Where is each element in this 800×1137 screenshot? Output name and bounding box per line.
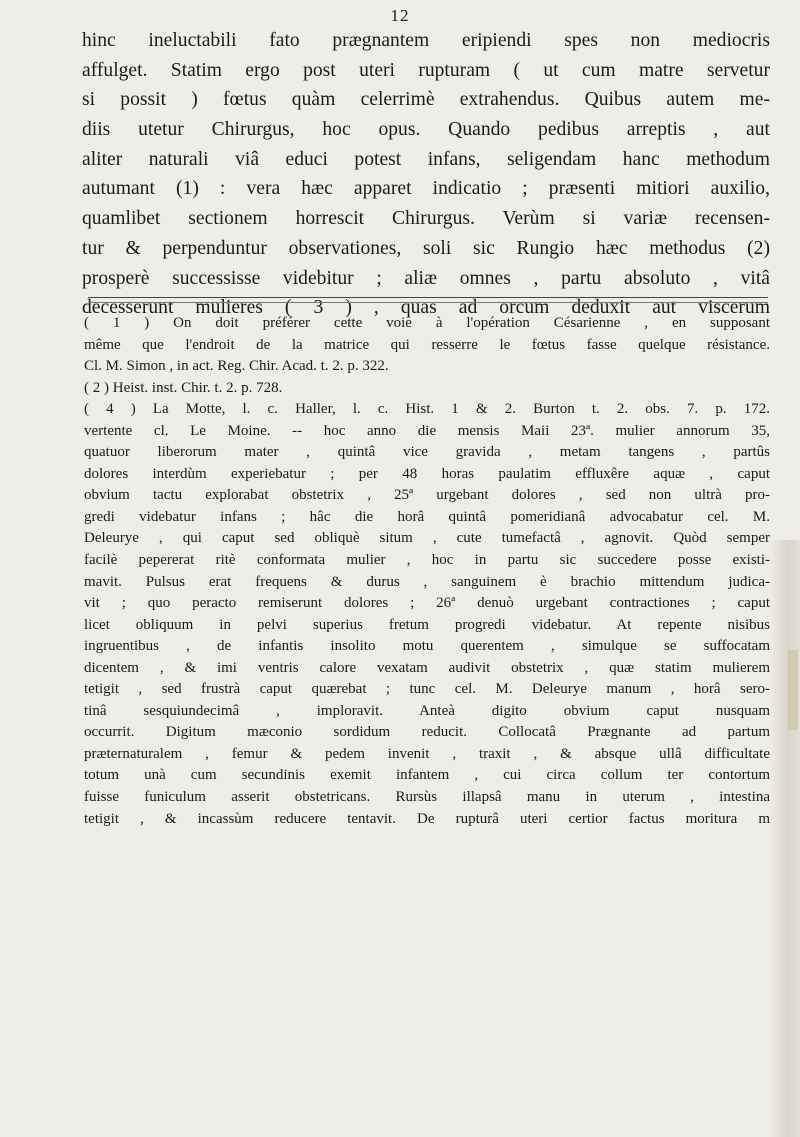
footnote-line: licet obliquum in pelvi superius fretum progredi videbatur. At repente nisibus <box>84 616 770 633</box>
footnote-line: totum unà cum secundinis exemit infantem , cui circa collum ter contortum <box>84 767 770 784</box>
footnote-line: tetigit , & incassùm reducere tentavit. De rupturâ uteri certior factus moritura m <box>84 810 770 827</box>
main-text-line: decesserunt mulieres ( 3 ) , quas ad orcum deduxit aut viscerum <box>82 297 770 319</box>
main-text-line: tur & perpenduntur observationes, soli sic Rungio hæc methodus (2) <box>82 237 770 259</box>
footnote-line: mavit. Pulsus erat frequens & durus , sanguinem è brachio mittendum judica- <box>84 573 770 590</box>
footnote-line: ( 4 ) La Motte, l. c. Haller, l. c. Hist. 1 & 2. Burton t. 2. obs. 7. p. 172. <box>84 401 770 418</box>
footnote-line: facilè pepererat ritè conformata mulier , hoc in partu sic succedere posse existi- <box>84 552 770 569</box>
footnote-line: fuisse funiculum asserit obstetricans. Rursùs illapsâ manu in uterum , intestina <box>84 789 770 806</box>
footnote-line: præternaturalem , femur & pedem invenit , traxit , & absque ullâ difficultate <box>84 745 770 762</box>
footnotes <box>84 313 770 830</box>
footnote-rule <box>88 297 768 298</box>
footnote-line: quatuor liberorum mater , quintâ vice gravida , metam tangens , partûs <box>84 444 770 461</box>
footnote-line: occurrit. Digitum mæconio sordidum reducit. Collocatâ Prægnante ad partum <box>84 724 770 741</box>
footnote-line: ( 2 ) Heist. inst. Chir. t. 2. p. 728. <box>84 379 283 396</box>
footnote-line: Cl. M. Simon , in act. Reg. Chir. Acad. t. 2. p. 322. <box>84 358 389 375</box>
footnote-line: obvium tactu explorabat obstetrix , 25ª urgebant dolores , sed non ultrà pro- <box>84 487 770 504</box>
page-edge-shadow <box>770 540 800 1137</box>
main-text <box>82 26 770 323</box>
footnote-line: vit ; quo peracto remiserunt dolores ; 26ª denuò urgebant contractiones ; caput <box>84 595 770 612</box>
footnote-line: gredi videbatur infans ; hâc die horâ quintâ pomeridianâ advocabatur cel. M. <box>84 508 770 525</box>
footnote-line: ( 1 ) On doit préférer cette voie à l'opération Césarienne , en supposant <box>84 315 770 331</box>
footnote-line: tinâ sesquiundecimâ , imploravit. Anteà digito obvium caput nusquam <box>84 702 770 719</box>
page-number: 12 <box>390 6 410 25</box>
page-edge-stain <box>788 650 798 730</box>
footnote-line: Deleurye , qui caput sed obliquè situm , cute tumefactâ , agnovit. Quòd semper <box>84 530 770 547</box>
main-text-line: hinc ineluctabili fato prægnantem eripiendi spes non mediocris <box>82 30 770 51</box>
footnote-line: ingruentibus , de infantis insolito motu querentem , simulque se suffocatam <box>84 638 770 655</box>
footnote-line: dicentem , & imi ventris calore vexatam audivit obstetrix , quæ statim mulierem <box>84 659 770 676</box>
main-text-line: prosperè successisse videbitur ; aliæ omnes , partu absoluto , vitâ <box>82 267 770 289</box>
footnote-line: tetigit , sed frustrà caput quærebat ; tunc cel. M. Deleurye manum , horâ sero- <box>84 681 770 698</box>
main-text-line: autumant (1) : vera hæc apparet indicatio ; præsenti mitiori auxilio, <box>82 178 770 200</box>
footnote-line: même que l'endroit de la matrice qui resserre le fœtus fasse quelque résistance. <box>84 336 770 353</box>
footnote-line: vertente cl. Le Moine. -- hoc anno die mensis Maii 23ª. mulier annorum 35, <box>84 422 770 439</box>
main-text-line: aliter naturali viâ educi potest infans, seligendam hanc methodum <box>82 148 770 170</box>
main-text-line: diis utetur Chirurgus, hoc opus. Quando pedibus arreptis , aut <box>82 119 770 141</box>
main-text-line: affulget. Statim ergo post uteri rupturam ( ut cum matre servetur <box>82 59 770 81</box>
main-text-line: quamlibet sectionem horrescit Chirurgus. Verùm si variæ recensen- <box>82 208 770 230</box>
footnote-rule-thin <box>88 302 768 303</box>
main-text-line: si possit ) fœtus quàm celerrimè extrahendus. Quibus autem me- <box>82 89 770 111</box>
footnote-line: dolores interdùm experiebatur ; per 48 horas paulatim effluxêre aquæ , caput <box>84 465 770 482</box>
